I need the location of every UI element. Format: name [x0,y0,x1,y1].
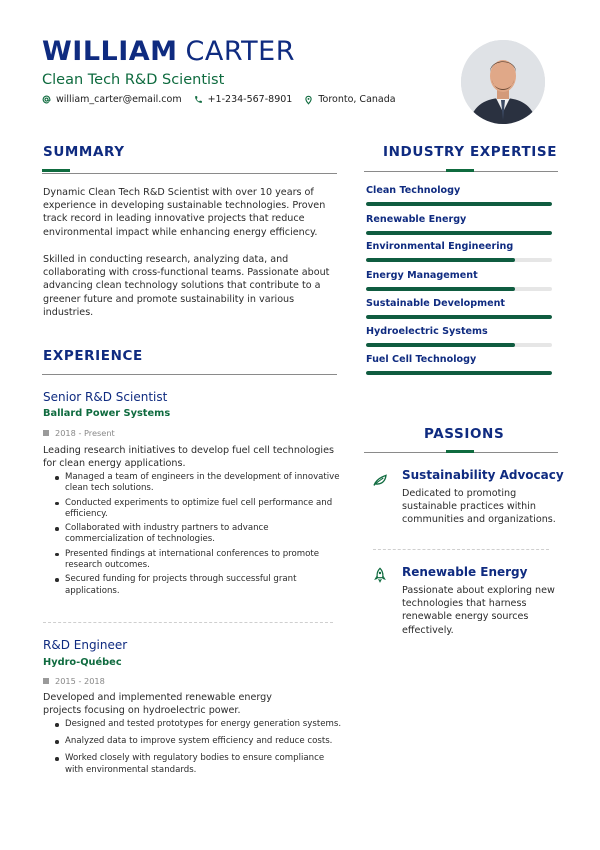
passions-accent [446,450,474,453]
summary-accent [42,169,70,172]
phone-text: +1-234-567-8901 [207,94,293,105]
job-bullets [43,719,343,779]
last-name: CARTER [185,36,295,67]
list-item: Conducted experiments to optimize fuel cell performance and efficiency. [43,498,343,520]
rocket-icon [373,567,387,587]
first-name: WILLIAM [42,36,178,67]
list-item: Designed and tested prototypes for energy generation systems. [43,719,343,730]
skill-item [366,354,552,375]
job-title: Clean Tech R&D Scientist [42,72,225,88]
passion-description: Dedicated to promoting sustainable practices within communities and organizations. [402,488,556,526]
experience-heading: EXPERIENCE [43,348,143,364]
job-role: Senior R&D Scientist [43,390,168,404]
avatar-illustration [461,40,545,124]
passion-description: Passionate about exploring new technologies that harness renewable energy sources effectively. [402,585,555,636]
skill-item [366,270,552,291]
skill-bar-fill [366,315,552,319]
summary-paragraph-1: Dynamic Clean Tech R&D Scientist with over 10 years of experience in developing sustainable technologies. Proven track record in leading innovative projects that reduce environmental impact while enhancing energy efficiency. [43,187,326,238]
skill-label: Clean Technology [366,185,461,196]
phone-icon [194,95,203,104]
skill-item [366,185,552,206]
skill-bar-track [366,343,552,347]
skill-item [366,326,552,347]
job-dates [43,428,115,438]
job-separator [43,622,333,623]
job-description: Developed and implemented renewable energy projects focusing on hydroelectric power. [43,692,272,717]
passion-title: Sustainability Advocacy [402,468,564,482]
expertise-accent [446,169,474,172]
skill-bar-track [366,371,552,375]
skill-bar-fill [366,202,552,206]
leaf-icon [372,472,388,491]
job-company: Ballard Power Systems [43,408,171,419]
passion-separator [373,549,549,550]
profile-photo [461,40,545,124]
job-dates-text: 2018 - Present [55,428,115,438]
email-text: william_carter@email.com [56,94,182,105]
skill-label: Energy Management [366,270,478,281]
skill-label: Fuel Cell Technology [366,354,477,365]
skill-label: Environmental Engineering [366,241,514,252]
experience-rule [42,374,337,375]
contact-row [42,94,408,105]
expertise-heading: INDUSTRY EXPERTISE [383,144,558,160]
skill-bar-fill [366,231,552,235]
list-item: Managed a team of engineers in the development of innovative clean tech solutions. [43,472,343,494]
passion-title: Renewable Energy [402,565,528,579]
candidate-name [42,36,295,67]
calendar-icon [43,678,49,684]
skill-item [366,241,552,262]
location-pin-icon [304,95,313,105]
skill-bar-fill [366,371,552,375]
list-item: Collaborated with industry partners to advance commercialization of technologies. [43,523,343,545]
skill-label: Sustainable Development [366,298,506,309]
skill-bar-track [366,287,552,291]
skill-item [366,298,552,319]
summary-paragraph-2: Skilled in conducting research, analyzing data, and collaborating with cross-functional teams. Passionate about advancing clean technology solutions that contribute to a greener future and promote sustainability in various industries. [43,254,330,318]
job-company: Hydro-Québec [43,657,122,668]
summary-heading: SUMMARY [43,144,125,160]
location-text: Toronto, Canada [318,94,396,105]
skill-item [366,214,552,235]
passions-heading: PASSIONS [424,426,505,442]
skill-bar-track [366,231,552,235]
job-dates [43,676,105,686]
skill-label: Renewable Energy [366,214,467,225]
contact-location [304,94,395,105]
skill-bar-track [366,315,552,319]
at-icon [42,95,51,104]
contact-email[interactable] [42,94,182,105]
skill-bar-fill [366,287,515,291]
skill-bar-track [366,258,552,262]
skill-bar-fill [366,258,515,262]
list-item: Presented findings at international conferences to promote research outcomes. [43,549,343,571]
summary-rule [42,173,337,174]
skill-label: Hydroelectric Systems [366,326,488,337]
list-item: Worked closely with regulatory bodies to ensure compliance with environmental standards. [43,753,343,775]
skill-bar-track [366,202,552,206]
skill-bar-fill [366,343,515,347]
contact-phone[interactable] [194,94,293,105]
job-role: R&D Engineer [43,638,128,652]
job-description: Leading research initiatives to develop fuel cell technologies for clean energy applications. [43,445,334,470]
list-item: Analyzed data to improve system efficiency and reduce costs. [43,736,343,747]
job-dates-text: 2015 - 2018 [55,676,105,686]
job-bullets [43,472,343,600]
list-item: Secured funding for projects through successful grant applications. [43,574,343,596]
calendar-icon [43,430,49,436]
